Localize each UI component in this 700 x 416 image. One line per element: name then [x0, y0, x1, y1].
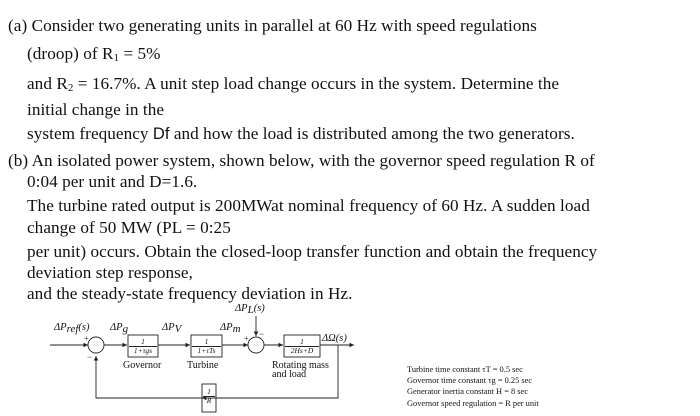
- turbine-tf-numerator: 1: [192, 338, 221, 347]
- part-a-line-2-pre: (droop) of R: [27, 44, 114, 63]
- part-b-line-1: (b) An isolated power system, shown below, with the governor speed regulation R of: [8, 151, 595, 170]
- pl-delta-p: ΔP: [235, 303, 248, 314]
- note-speed-regulation: Governor speed regulation = R per unit: [407, 398, 539, 408]
- block-diagram: [50, 300, 380, 416]
- governor-tf-denominator: 1+τgs: [133, 346, 153, 355]
- pm-delta-p: ΔP: [220, 322, 233, 333]
- part-a-line-5-pre: system frequency: [27, 124, 153, 143]
- rotating-mass-transfer-function: [285, 338, 319, 355]
- pm-sub: m: [232, 323, 241, 335]
- note-governor-time-constant: Governor time constant τg = 0.25 sec: [407, 376, 533, 386]
- summing-junction-2: [248, 337, 264, 353]
- pref-delta-p: ΔP: [54, 322, 67, 333]
- feedback-tf-denominator: R: [206, 396, 212, 405]
- part-b-line-5: per unit) occurs. Obtain the closed-loop transfer function and obtain the frequency: [27, 242, 598, 261]
- rotating-mass-label-1: Rotating mass: [272, 360, 329, 371]
- delta-f-symbol: Df: [152, 125, 170, 143]
- part-b-line-3: The turbine rated output is 200MWat nominal frequency of 60 Hz. A sudden load: [27, 196, 590, 215]
- note-turbine-time-constant: Turbine time constant τT = 0.5 sec: [407, 365, 523, 374]
- part-a-line-2-post: = 5%: [119, 44, 161, 63]
- r2-subscript: 2: [67, 82, 74, 94]
- rotating-tf-denominator: 2Hs+D: [290, 346, 314, 355]
- pl-sub: L: [247, 304, 254, 316]
- governor-tf-numerator: 1: [129, 338, 157, 347]
- pv-label: [162, 322, 181, 333]
- part-a-line-1: (a) Consider two generating units in parallel at 60 Hz with speed regulations: [8, 16, 537, 35]
- note-inertia-constant: Generator inertia constant H = 8 sec: [407, 387, 528, 397]
- r1-subscript: 1: [113, 52, 120, 64]
- part-b-line-2: 0:04 per unit and D=1.6.: [27, 172, 198, 191]
- omega-label: ΔΩ(s): [322, 333, 347, 344]
- rotating-mass-label-2: and load: [272, 369, 307, 380]
- part-a-line-5: [27, 124, 575, 144]
- pref-sub: ref: [66, 323, 79, 335]
- part-a-line-5-post: and how the load is distributed among the two generators.: [169, 124, 575, 143]
- pl-label: [235, 303, 265, 314]
- part-b-line-6: deviation step response,: [27, 263, 193, 282]
- junction-1-minus: −: [87, 352, 93, 362]
- pl-arg: (s): [253, 303, 265, 314]
- part-a-line-3: [27, 74, 559, 94]
- part-a-line-4: initial change in the: [27, 100, 165, 119]
- part-a-line-2: [27, 44, 161, 64]
- part-b-line-7: and the steady-state frequency deviation in Hz.: [27, 284, 353, 303]
- parameter-notes: [407, 364, 539, 409]
- pg-label: [110, 322, 128, 333]
- pv-sub: V: [174, 323, 182, 335]
- part-a-line-3-pre: and R: [27, 74, 68, 93]
- junction-1-plus: +: [84, 334, 89, 343]
- rotating-tf-numerator: 1: [285, 338, 319, 347]
- block-diagram-wires: [50, 300, 380, 416]
- pg-delta-p: ΔP: [110, 322, 123, 333]
- turbine-transfer-function: [192, 338, 221, 355]
- pm-label: [220, 322, 241, 333]
- turbine-tf-denominator: 1+τTs: [197, 346, 216, 355]
- pv-delta-p: ΔP: [162, 322, 175, 333]
- governor-transfer-function: [129, 338, 157, 355]
- feedback-transfer-function: [203, 388, 215, 405]
- pref-label: [54, 322, 89, 333]
- turbine-label: Turbine: [187, 360, 219, 371]
- part-b-line-4: change of 50 MW (PL = 0:25: [27, 218, 231, 237]
- summing-junction-1: [88, 337, 104, 353]
- pref-arg: (s): [78, 322, 90, 333]
- junction-2-plus: +: [244, 334, 249, 343]
- junction-2-minus: −: [259, 329, 265, 339]
- part-a-line-3-post: = 16.7%. A unit step load change occurs in the system. Determine the: [73, 74, 560, 93]
- governor-label: Governor: [123, 360, 162, 371]
- pg-sub: g: [122, 323, 129, 335]
- feedback-tf-numerator: 1: [203, 388, 215, 397]
